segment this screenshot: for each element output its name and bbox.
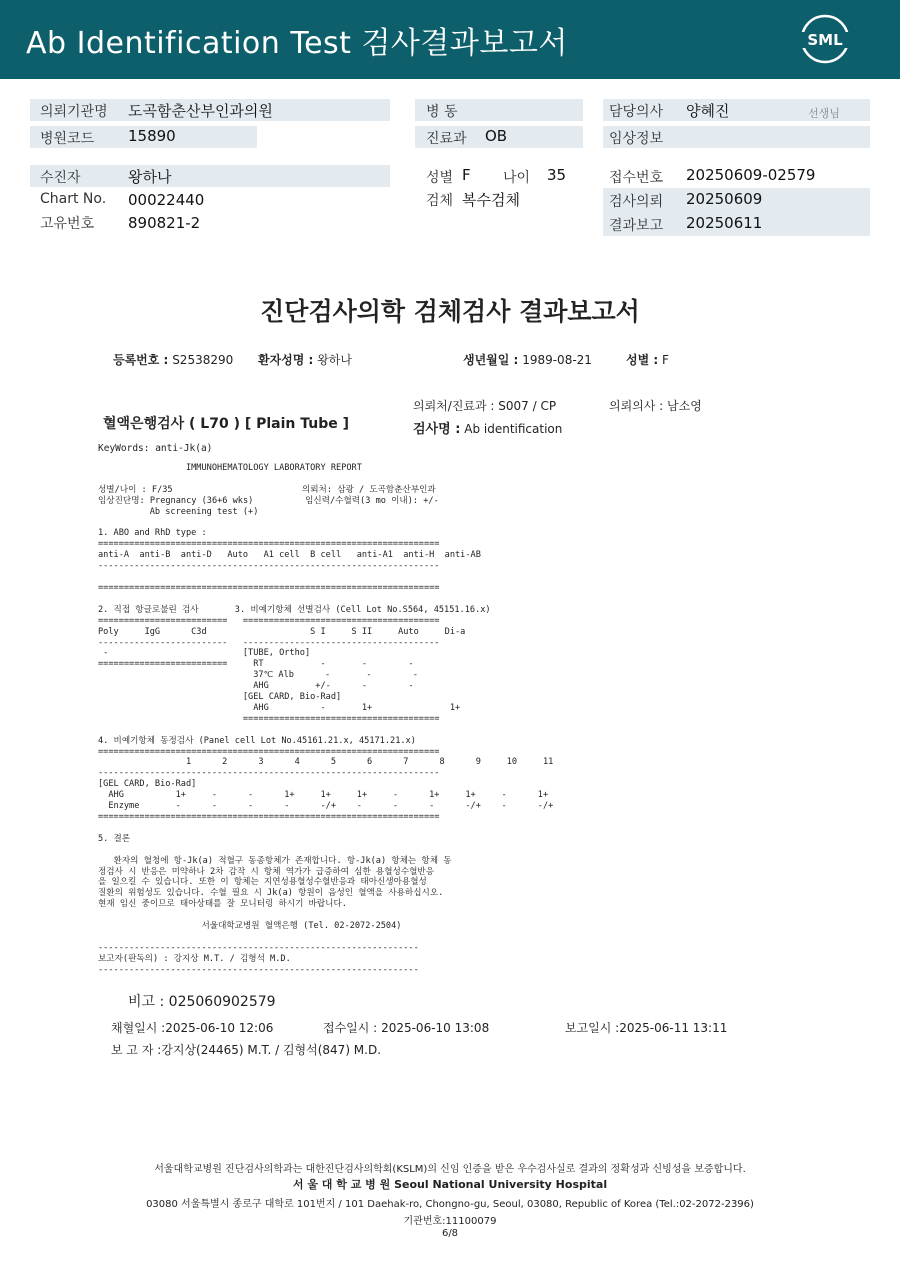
name-field [258, 351, 352, 368]
dob-value: 1989-08-21 [522, 353, 592, 367]
lab-report-body: IMMUNOHEMATOLOGY LABORATORY REPORT 성별/나이 : F/35 의뢰처: 삼광 / 도곡함춘산부인과 임상진단명: Pregnancy (36+6 wks) 임신력/수혈력(3 mo 이내): +/- Ab screening test (+) 1. ABO and RhD type : ================================================================== anti-A anti-B anti-D Auto A1 cell B cell anti-A1 anti-H anti-AB ------------------------------------------------------------------ ================================================================== 2. 직접 항글로불린 검사 3. 비예기항체 선별검사 (Cell Lot No.S564, 45151.16.x) ========================= ====================================== Poly IgG C3d S I S II Auto Di-a ------------------------- -------------------------------------- - [TUBE, Ortho] ========================= RT - - - 37℃ Alb - - - AHG +/- - - [GEL CARD, Bio-Rad] AHG - 1+ 1+ ====================================== 4. 비예기항체 동정검사 (Panel cell Lot No.45161.21.x, 45171.21.x) ================================================================== 1 2 3 4 5 6 7 8 9 10 11 ------------------------------------------------------------------ [GEL CARD, Bio-Rad] AHG 1+ - - 1+ 1+ 1+ - 1+ 1+ - 1+ Enzyme - - - - -/+ - - - -/+ - -/+ ================================================================== 5. 결론 환자의 혈청에 항-Jk(a) 적혈구 동종항체가 존재합니다. 항-Jk(a) 항체는 항체 동 정검사 시 반응은 미약하나 2차 감작 시 항체 역가가 급증하여 심한 용혈성수혈반응 을 일으킬 수 있습니다. 또한 이 항체는 지연성용혈성수혈반응과 태아신생아용혈성 질환의 위험성도 있습니다. 수혈 필요 시 Jk(a) 항원이 음성인 혈액을 사용하십시오. 현재 임신 중이므로 태아상태를 잘 모니터링 하시기 바랍니다. 서울대학교병원 혈액은행 (Tel. 02-2072-2504) -------------------------------------------------------------- 보고자(판독의) : 강지상 M.T. / 김형석 M.D. -------------------------------------------------------------- [98, 463, 554, 975]
remark-label: 비고 : [128, 994, 165, 1010]
receive-value: 2025-06-10 13:08 [381, 1021, 490, 1035]
reporter-field [111, 1041, 381, 1058]
remark-value: 025060902579 [168, 994, 276, 1010]
receipt-value: 20250609-02579 [686, 166, 816, 184]
institution-label: 의뢰기관명 [40, 104, 108, 120]
footer-certification: 서울대학교병원 진단검사의학과는 대한진단검사의학회(KSLM)의 신임 인증을 받은 우수검사실로 결과의 정확성과 신빙성을 보증합니다. [154, 1164, 746, 1175]
test-name-value: Ab identification [464, 422, 563, 436]
result-label: 결과보고 [609, 218, 664, 234]
test-name-field [413, 418, 562, 437]
report-time-label: 보고일시 : [565, 1021, 620, 1035]
hospital-code-value: 15890 [128, 127, 176, 145]
footer-institution-code: 기관번호:11100079 [403, 1216, 497, 1227]
collect-label: 채혈일시 : [111, 1021, 166, 1035]
sex-label: 성별 [426, 170, 454, 186]
institution-value: 도곡함춘산부인과의원 [128, 102, 273, 120]
reporter-value: 강지상(24465) M.T. / 김형석(847) M.D. [161, 1043, 382, 1057]
unique-value: 890821-2 [128, 214, 201, 232]
patient-box [30, 165, 390, 187]
dob-label: 생년월일 : [463, 353, 519, 367]
footer-hospital-name: 서 울 대 학 교 병 원 Seoul National University Hospital [292, 1178, 608, 1191]
ward-label: 병 동 [426, 104, 458, 120]
request-label: 검사의뢰 [609, 194, 664, 210]
doctor-suffix: 선생님 [808, 107, 840, 120]
footer-address: 03080 서울특별시 종로구 대학로 101번지 / 101 Daehak-ro, Chongno-gu, Seoul, 03080, Republic of Korea (Tel.:02-2072-2396) [146, 1199, 754, 1210]
report-title: 진단검사의학 검체검사 결과보고서 [260, 297, 640, 326]
receive-label: 접수일시 : [323, 1021, 378, 1035]
logo-text: SML [807, 31, 843, 49]
receive-field [323, 1019, 489, 1036]
report-sex-label: 성별 : [626, 353, 659, 367]
patient-value: 왕하나 [128, 168, 172, 186]
report-sex-value: F [662, 353, 669, 367]
name-value: 왕하나 [317, 353, 352, 367]
patient-label: 수진자 [40, 170, 81, 186]
test-name-label: 검사명 : [413, 422, 461, 437]
hospital-code-label: 병원코드 [40, 131, 95, 147]
chart-label: Chart No. [40, 191, 107, 207]
dept-label: 진료과 [426, 131, 467, 147]
sex-value: F [462, 166, 471, 184]
unique-label: 고유번호 [40, 216, 95, 232]
request-value: 20250609 [686, 190, 763, 208]
report-time-value: 2025-06-11 13:11 [619, 1021, 728, 1035]
collect-field [111, 1019, 273, 1036]
dept-value: OB [485, 127, 508, 145]
reg-field [113, 351, 233, 368]
doctor-value: 양혜진 [686, 102, 730, 120]
sml-logo [800, 14, 850, 64]
collect-value: 2025-06-10 12:06 [165, 1021, 274, 1035]
page-number: 6/8 [441, 1228, 459, 1239]
doctor-line: 의뢰의사 : 남소영 [609, 399, 702, 413]
clinical-label: 임상정보 [609, 131, 664, 147]
page-title: Ab Identification Test 검사결과보고서 [26, 26, 568, 61]
age-value: 35 [547, 166, 567, 184]
result-value: 20250611 [686, 214, 763, 232]
chart-value: 00022440 [128, 191, 205, 209]
specimen-label: 검체 [426, 193, 454, 209]
header-bar [0, 0, 900, 79]
reporter-label: 보 고 자 : [111, 1043, 162, 1057]
dept-line: 의뢰처/진료과 : S007 / CP [413, 399, 557, 413]
age-label: 나이 [503, 170, 531, 186]
dob-field [463, 351, 592, 368]
receipt-label: 접수번호 [609, 170, 664, 186]
remark-field [128, 991, 276, 1011]
doctor-label: 담당의사 [609, 104, 664, 120]
report-time-field [565, 1019, 727, 1036]
keywords: KeyWords: anti-Jk(a) [98, 443, 213, 454]
test-group: 혈액은행검사 ( L70 ) [ Plain Tube ] [103, 416, 350, 432]
reg-label: 등록번호 : [113, 353, 169, 367]
reg-value: S2538290 [172, 353, 234, 367]
report-sex-field [626, 351, 669, 368]
name-label: 환자성명 : [258, 353, 314, 367]
specimen-value: 복수검체 [462, 191, 520, 209]
